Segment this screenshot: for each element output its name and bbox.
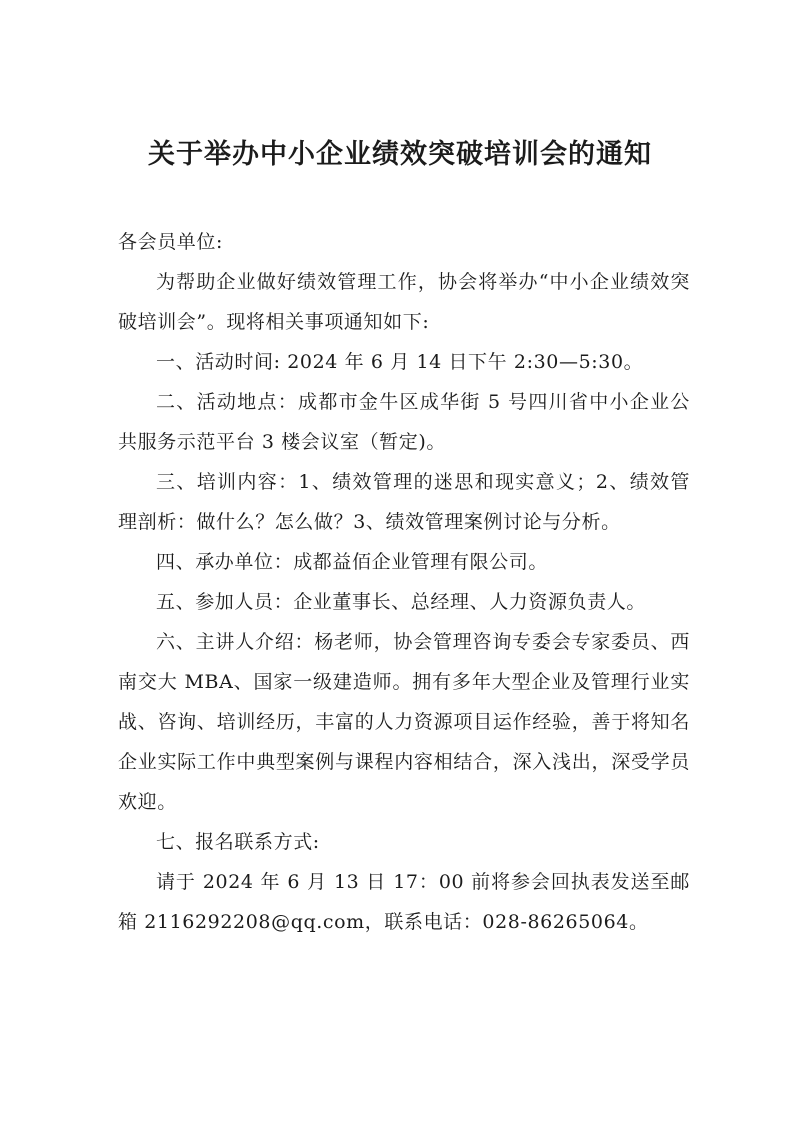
organizer-paragraph: 四、承办单位：成都益佰企业管理有限公司。 — [156, 551, 549, 573]
speaker-paragraph: 六、主讲人介绍：杨老师，协会管理咨询专委会专家委员、西南交大 MBA、国家一级建造师。拥有多年大型企业及管理行业实战、咨询、培训经历，丰富的人力资源项目运作经验，善于将知名企业实际工作中典型案例与课程内容相结合，深入浅出，深受学员欢迎。 — [118, 631, 690, 813]
registration-heading: 七、报名联系方式: — [156, 831, 320, 853]
salutation: 各会员单位: — [118, 231, 224, 253]
training-content-paragraph: 三、培训内容：1、绩效管理的迷思和现实意义；2、绩效管理剖析：做什么？怎么做？3、绩效管理案例讨论与分析。 — [118, 471, 690, 533]
document-body — [118, 222, 690, 942]
participants-paragraph: 五、参加人员：企业董事长、总经理、人力资源负责人。 — [156, 591, 647, 613]
activity-location-paragraph: 二、活动地点：成都市金牛区成华街 5 号四川省中小企业公共服务示范平台 3 楼会议室（暂定)。 — [118, 391, 690, 453]
intro-paragraph: 为帮助企业做好绩效管理工作，协会将举办“中小企业绩效突破培训会”。现将相关事项通知如下: — [118, 271, 690, 333]
activity-time-paragraph: 一、活动时间: 2024 年 6 月 14 日下午 2:30—5:30。 — [156, 351, 644, 373]
document-title: 关于举办中小企业绩效突破培训会的通知 — [148, 139, 652, 170]
registration-details: 请于 2024 年 6 月 13 日 17：00 前将参会回执表发送至邮箱 2116292208@qq.com，联系电话：028-86265064。 — [118, 871, 690, 933]
